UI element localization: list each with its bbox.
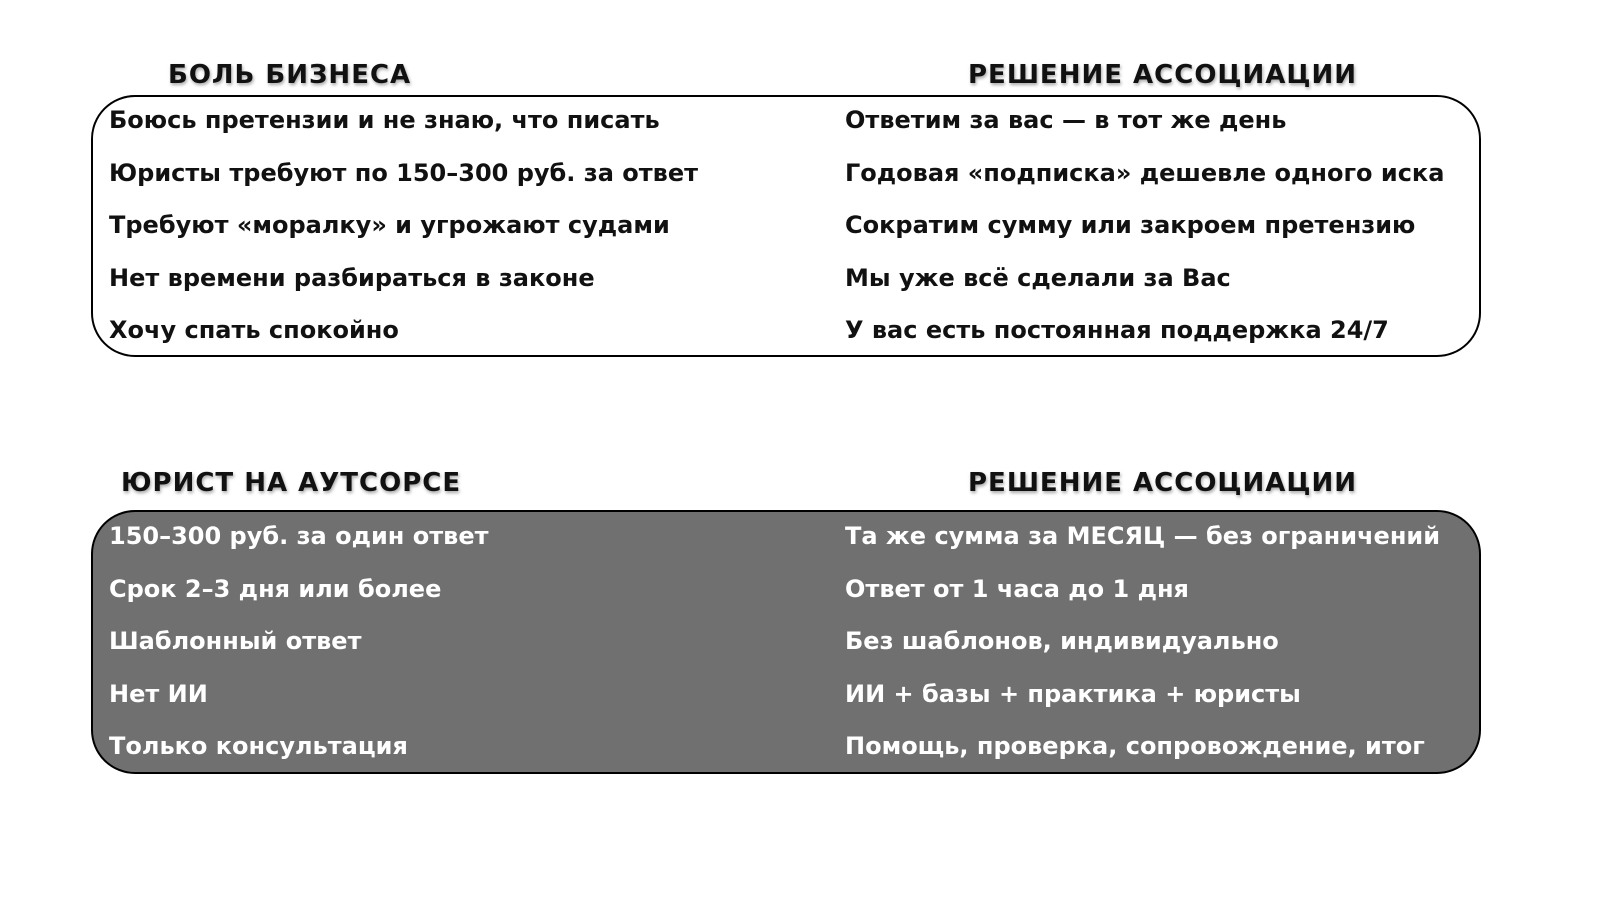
outsource-item: Только консультация — [109, 732, 408, 760]
pain-item: Требуют «моралку» и угрожают судами — [109, 211, 670, 239]
solution-item: Годовая «подписка» дешевле одного иска — [845, 159, 1445, 187]
table-row — [93, 158, 1479, 188]
table-row — [93, 105, 1479, 135]
solution-item: Мы уже всё сделали за Вас — [845, 264, 1231, 292]
outsource-solution-panel — [91, 510, 1481, 774]
solution-item: Сократим сумму или закроем претензию — [845, 211, 1416, 239]
outsource-item: Срок 2–3 дня или более — [109, 575, 442, 603]
pain-item: Хочу спать спокойно — [109, 316, 399, 344]
table-row — [93, 263, 1479, 293]
solution-heading-top: РЕШЕНИЕ АССОЦИАЦИИ — [968, 60, 1358, 90]
outsource-heading: ЮРИСТ НА АУТСОРСЕ — [121, 468, 462, 498]
outsource-item: Шаблонный ответ — [109, 627, 362, 655]
solution-item: Ответим за вас — в тот же день — [845, 106, 1287, 134]
pain-item: Боюсь претензии и не знаю, что писать — [109, 106, 660, 134]
table-row — [93, 574, 1479, 604]
pain-item: Нет времени разбираться в законе — [109, 264, 595, 292]
solution-heading-bottom: РЕШЕНИЕ АССОЦИАЦИИ — [968, 468, 1358, 498]
table-row — [93, 210, 1479, 240]
table-row — [93, 731, 1479, 761]
table-row — [93, 315, 1479, 345]
solution-item: Помощь, проверка, сопровождение, итог — [845, 732, 1425, 760]
outsource-item: 150–300 руб. за один ответ — [109, 522, 489, 550]
pain-solution-panel — [91, 95, 1481, 357]
table-row — [93, 626, 1479, 656]
pain-heading: БОЛЬ БИЗНЕСА — [168, 60, 412, 90]
solution-item: ИИ + базы + практика + юристы — [845, 680, 1301, 708]
solution-item: Без шаблонов, индивидуально — [845, 627, 1279, 655]
outsource-item: Нет ИИ — [109, 680, 208, 708]
solution-item: Ответ от 1 часа до 1 дня — [845, 575, 1189, 603]
table-row — [93, 521, 1479, 551]
table-row — [93, 679, 1479, 709]
pain-item: Юристы требуют по 150–300 руб. за ответ — [109, 159, 699, 187]
solution-item: У вас есть постоянная поддержка 24/7 — [845, 316, 1389, 344]
solution-item: Та же сумма за МЕСЯЦ — без ограничений — [845, 522, 1441, 550]
